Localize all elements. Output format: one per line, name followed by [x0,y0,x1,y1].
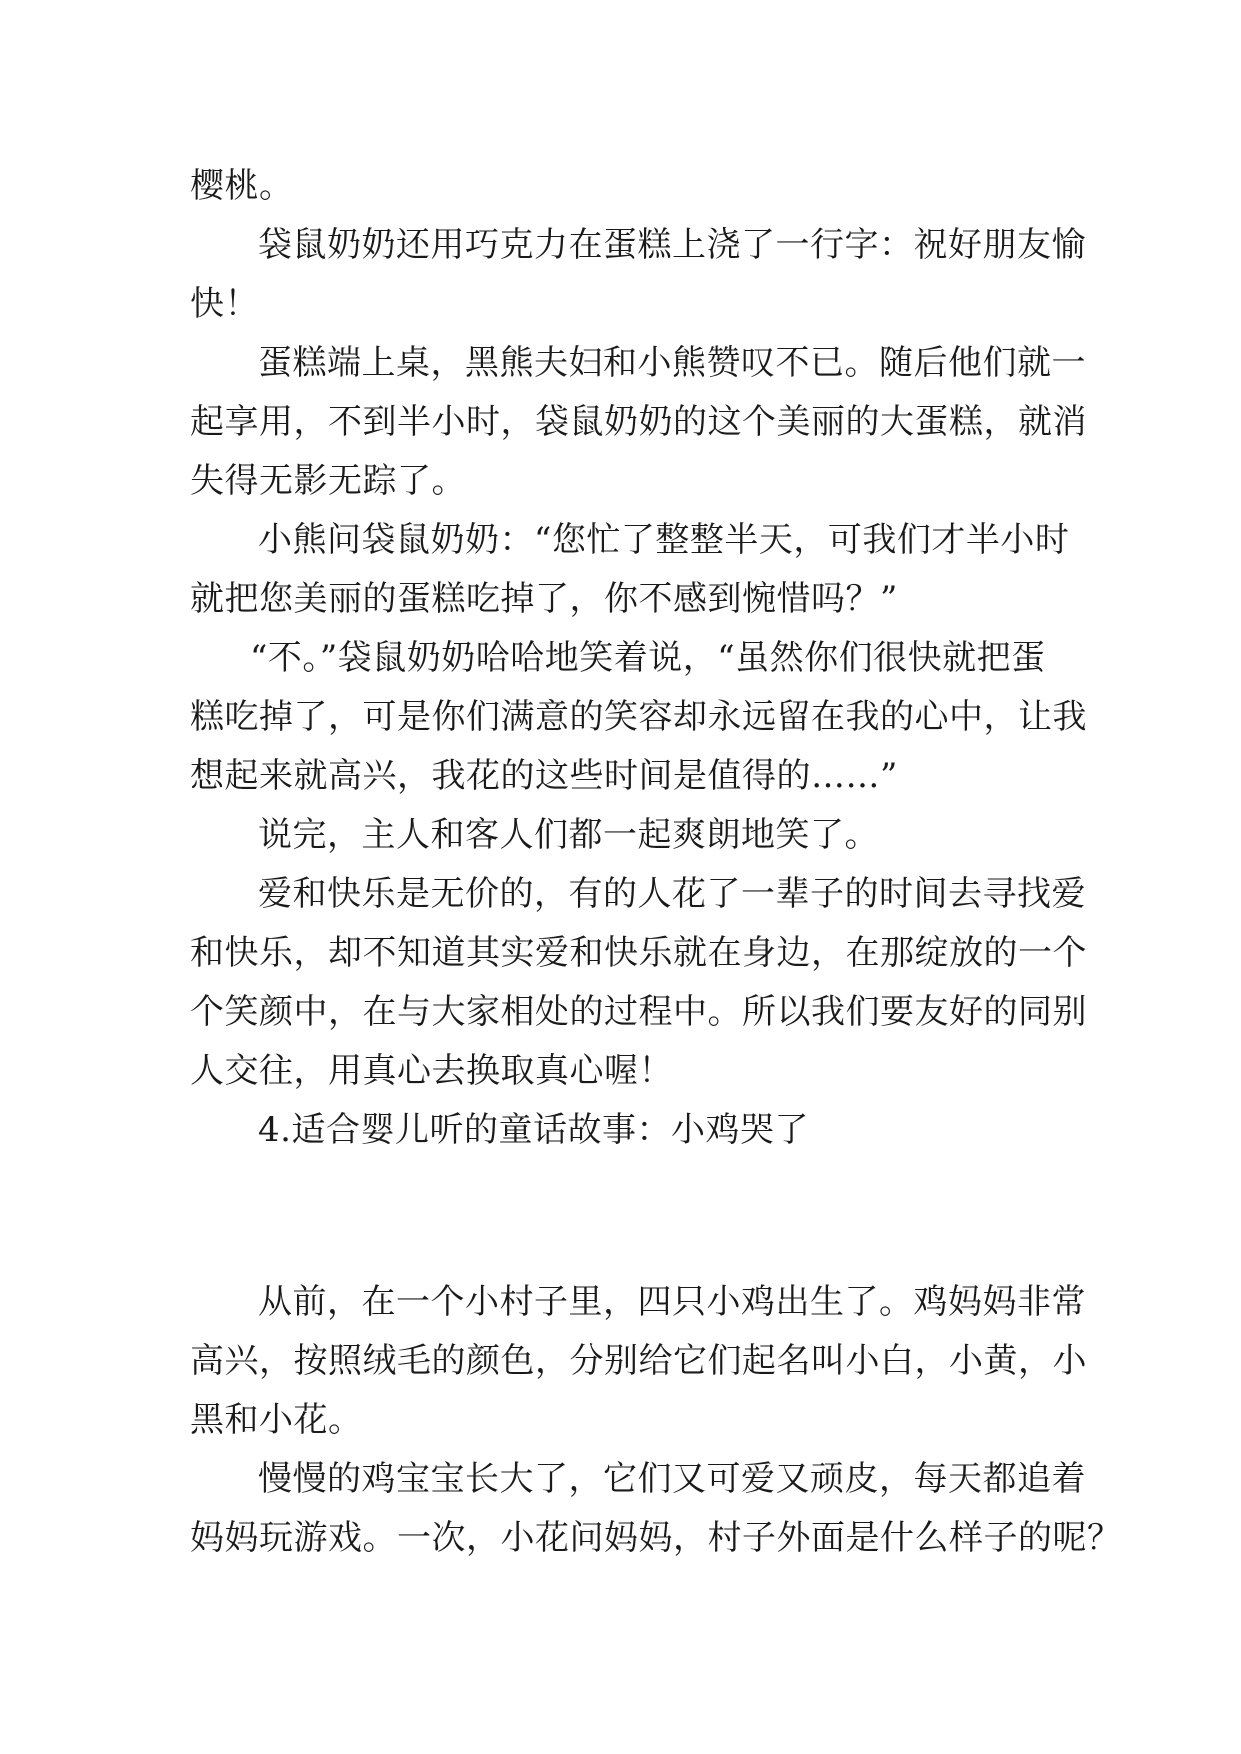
text-line: 就把您美丽的蛋糕吃掉了，你不感到惋惜吗？” [190,579,898,619]
text-line: 想起来就高兴，我花的这些时间是值得的……” [190,756,898,796]
paragraph-text-line: 小熊问袋鼠奶奶：“您忙了整整半天，可我们才半小时 [258,520,1070,560]
paragraph-text-line: “不。”袋鼠奶奶哈哈地笑着说，“虽然你们很快就把蛋 [250,638,1046,678]
text-line: 妈妈玩游戏。一次，小花问妈妈，村子外面是什么样子的呢？ [190,1518,1122,1558]
text-line: 樱桃。 [190,166,294,206]
text-line: 人交往，用真心去换取真心喔！ [190,1051,673,1091]
text-line: 高兴，按照绒毛的颜色，分别给它们起名叫小白，小黄，小 [190,1341,1087,1381]
text-line: 黑和小花。 [190,1400,363,1440]
paragraph-text-line: 爱和快乐是无价的，有的人花了一辈子的时间去寻找爱 [258,874,1086,914]
text-line: 快！ [190,284,259,324]
paragraph-text-line: 蛋糕端上桌，黑熊夫妇和小熊赞叹不已。随后他们就一 [258,343,1086,383]
text-line: 个笑颜中，在与大家相处的过程中。所以我们要友好的同别 [190,992,1087,1032]
text-line: 糕吃掉了，可是你们满意的笑容却永远留在我的心中，让我 [190,697,1087,737]
paragraph-text-line: 袋鼠奶奶还用巧克力在蛋糕上浇了一行字：祝好朋友愉 [258,225,1086,265]
text-line: 和快乐，却不知道其实爱和快乐就在身边，在那绽放的一个 [190,933,1087,973]
text-line: 起享用，不到半小时，袋鼠奶奶的这个美丽的大蛋糕，就消 [190,402,1087,442]
paragraph-text-line: 从前，在一个小村子里，四只小鸡出生了。鸡妈妈非常 [258,1282,1086,1322]
paragraph-text-line: 说完，主人和客人们都一起爽朗地笑了。 [258,815,879,855]
section-heading: 4.适合婴儿听的童话故事：小鸡哭了 [258,1110,809,1150]
paragraph-text-line: 慢慢的鸡宝宝长大了，它们又可爱又顽皮，每天都追着 [258,1459,1086,1499]
text-line: 失得无影无踪了。 [190,461,466,501]
